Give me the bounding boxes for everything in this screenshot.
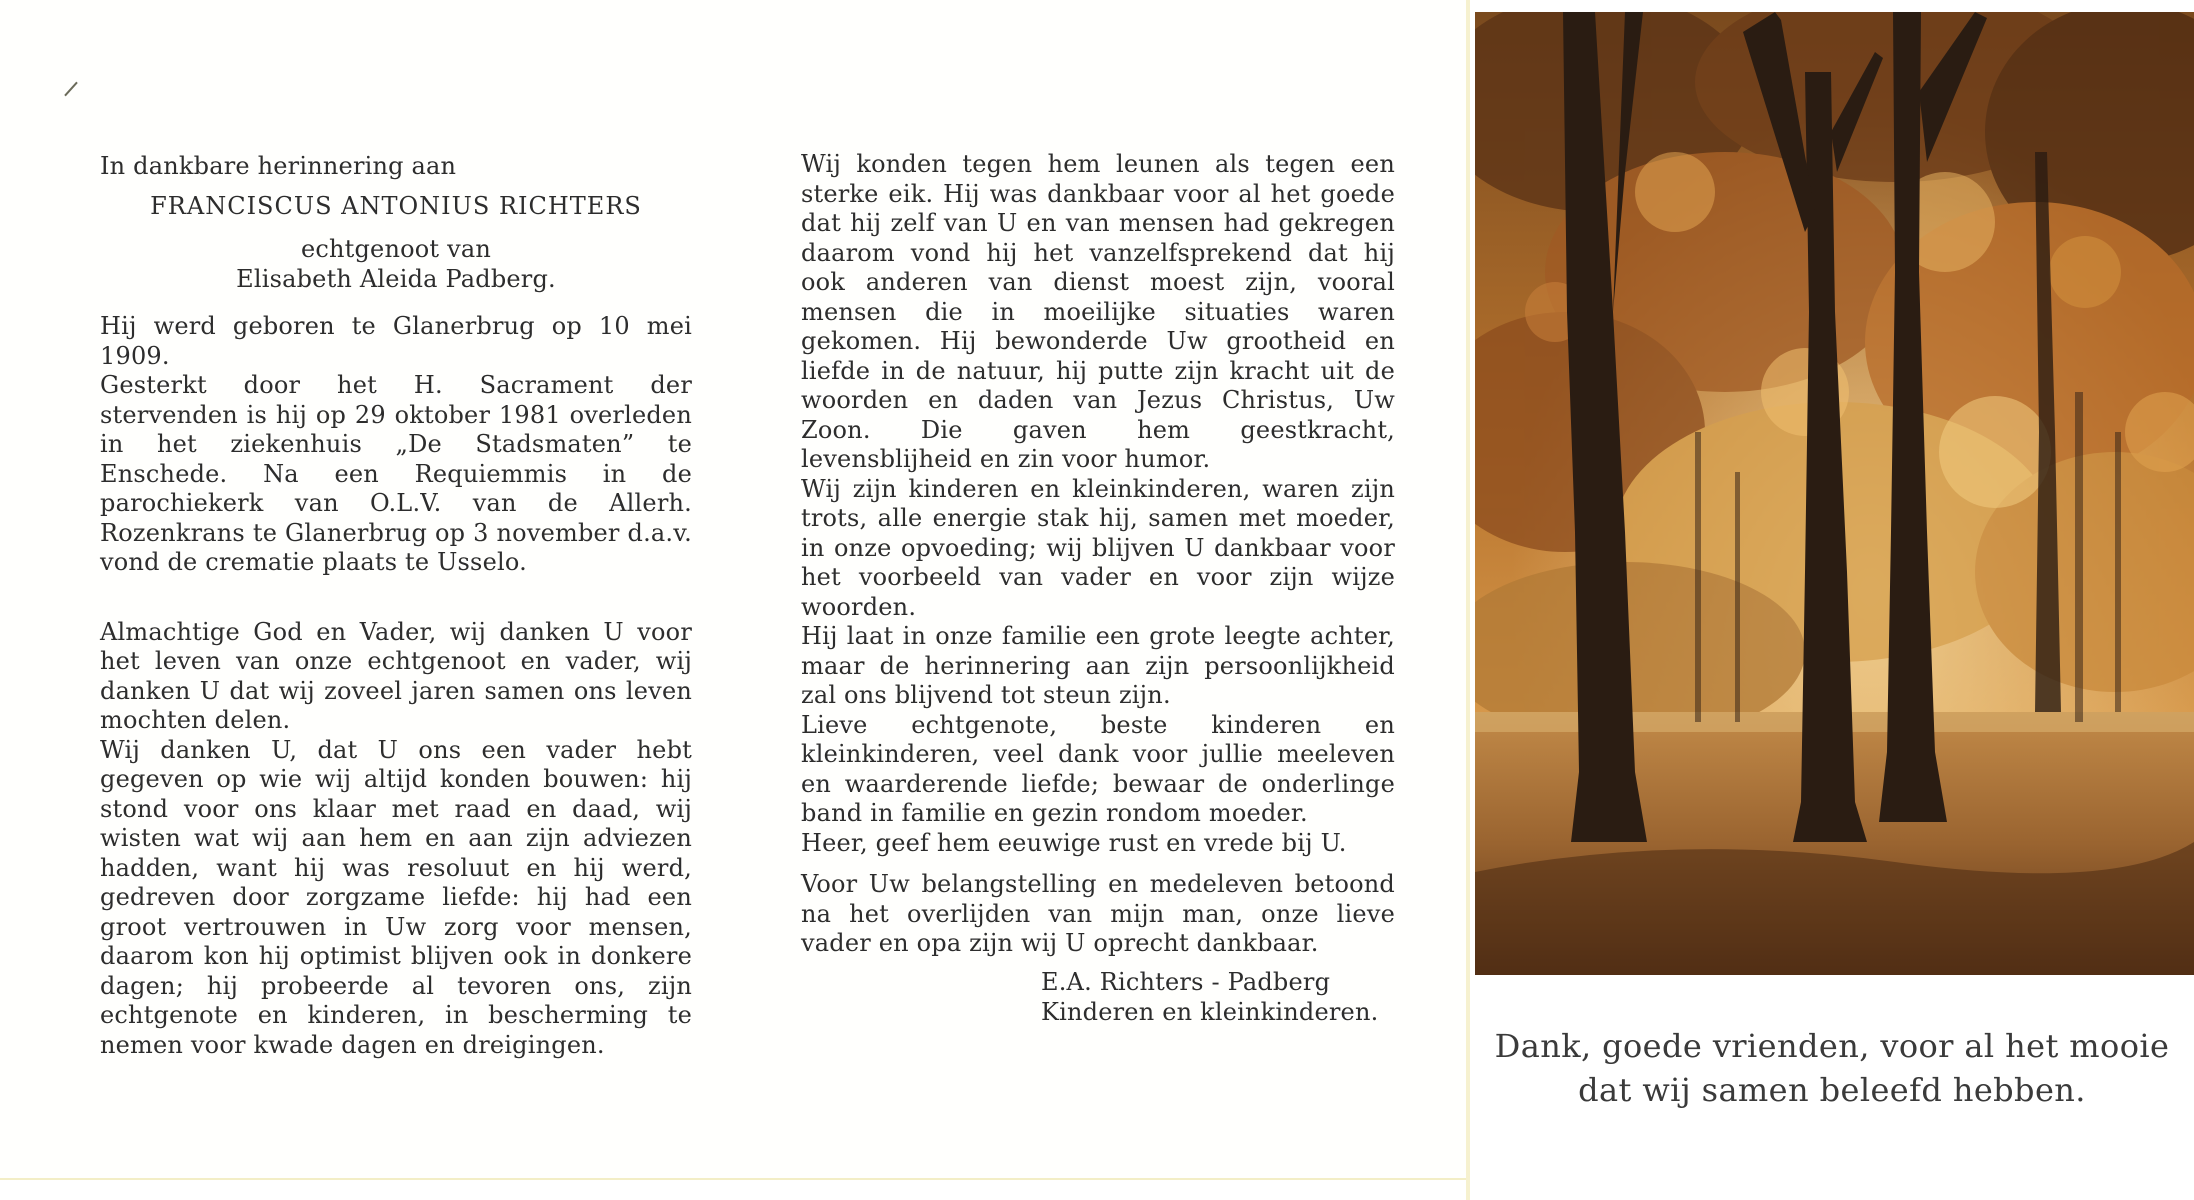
middle-text-column <box>801 150 1395 1027</box>
middle-paragraph-1: Wij konden tegen hem leunen als tegen een sterke eik. Hij was dankbaar voor al het goede dat hij zelf van U en van mensen had gekregen daarom vond hij het vanzelfsprekend dat hij ook anderen van dienst moest zijn, vooral mensen die in moeilijke situaties waren gekomen. Hij bewonderde Uw grootheid en liefde in de natuur, hij putte zijn kracht uit de woorden en daden van Jezus Christus, Uw Zoon. Die gaven hem geestkracht, levensblijheid en zin voor humor. <box>801 150 1395 473</box>
middle-paragraph-2: Wij zijn kinderen en kleinkinderen, waren zijn trots, alle energie stak hij, samen met moeder, in onze opvoeding; wij blijven U dankbaar voor het voorbeeld van vader en voor zijn wijze woorden. <box>801 474 1395 621</box>
middle-paragraph-4: Lieve echtgenote, beste kinderen en kleinkinderen, veel dank voor jullie meeleven en waarderende liefde; bewaar de onderlinge band in familie en gezin rondom moeder. <box>801 710 1395 827</box>
birth-paragraph: Hij werd geboren te Glanerbrug op 10 mei 1909. <box>100 312 692 370</box>
photo-caption <box>1470 1024 2194 1112</box>
death-paragraph: Gesterkt door het H. Sacrament der stervenden is hij op 29 oktober 1981 overleden in het ziekenhuis „De Stadsmaten” te Enschede. Na een Requiemmis in de parochiekerk van O.L.V. van de Allerh. Rozenkrans te Glanerbrug op 3 november d.a.v. vond de crematie plaats te Usselo. <box>100 371 692 576</box>
signature-line-1: E.A. Richters - Padberg <box>1041 967 1331 996</box>
caption-line-1: Dank, goede vrienden, voor al het mooie <box>1494 1027 2170 1065</box>
photo-panel <box>1470 0 2194 1200</box>
signature-line-2: Kinderen en kleinkinderen. <box>1041 997 1379 1026</box>
autumn-forest-illustration <box>1475 12 2194 975</box>
spouse-name: Elisabeth Aleida Padberg. <box>236 264 556 293</box>
autumn-forest-photo <box>1475 12 2194 975</box>
prayer-paragraph-2: Wij danken U, dat U ons een vader hebt gegeven op wie wij altijd konden bouwen: hij stond voor ons klaar met raad en daad, wij wisten wat wij aan hem en aan zijn adviezen hadden, want hij was resoluut en hij werd, gedreven door zorgzame liefde: hij had een groot vertrouwen in Uw zorg voor mensen, daarom kon hij optimist blijven ook in donkere dagen; hij probeerde al tevoren ons, zijn echtgenote en kinderen, in bescherming te nemen voor kwade dagen en dreigingen. <box>100 735 692 1059</box>
thanks-paragraph: Voor Uw belangstelling en medeleven betoond na het overlijden van mijn man, onze lieve vader en opa zijn wij U oprecht dankbaar. <box>801 870 1395 957</box>
deceased-name: FRANCISCUS ANTONIUS RICHTERS <box>150 191 642 220</box>
prayer-paragraph-1: Almachtige God en Vader, wij danken U voor het leven van onze echtgenoot en vader, wij danken U dat wij zoveel jaren samen ons leven mochten delen. <box>100 617 692 734</box>
middle-paragraph-5: Heer, geef hem eeuwige rust en vrede bij U. <box>801 828 1347 857</box>
intro-line: In dankbare herinnering aan <box>100 152 457 180</box>
middle-paragraph-3: Hij laat in onze familie een grote leegte achter, maar de herinnering aan zijn persoonlijkheid zal ons blijvend tot steun zijn. <box>801 622 1395 709</box>
pen-mark <box>64 82 78 97</box>
signature-block <box>1041 967 1395 1027</box>
spouse-title: echtgenoot van <box>300 235 492 263</box>
caption-line-2: dat wij samen beleefd hebben. <box>1578 1071 2086 1109</box>
left-text-column <box>100 152 692 1060</box>
